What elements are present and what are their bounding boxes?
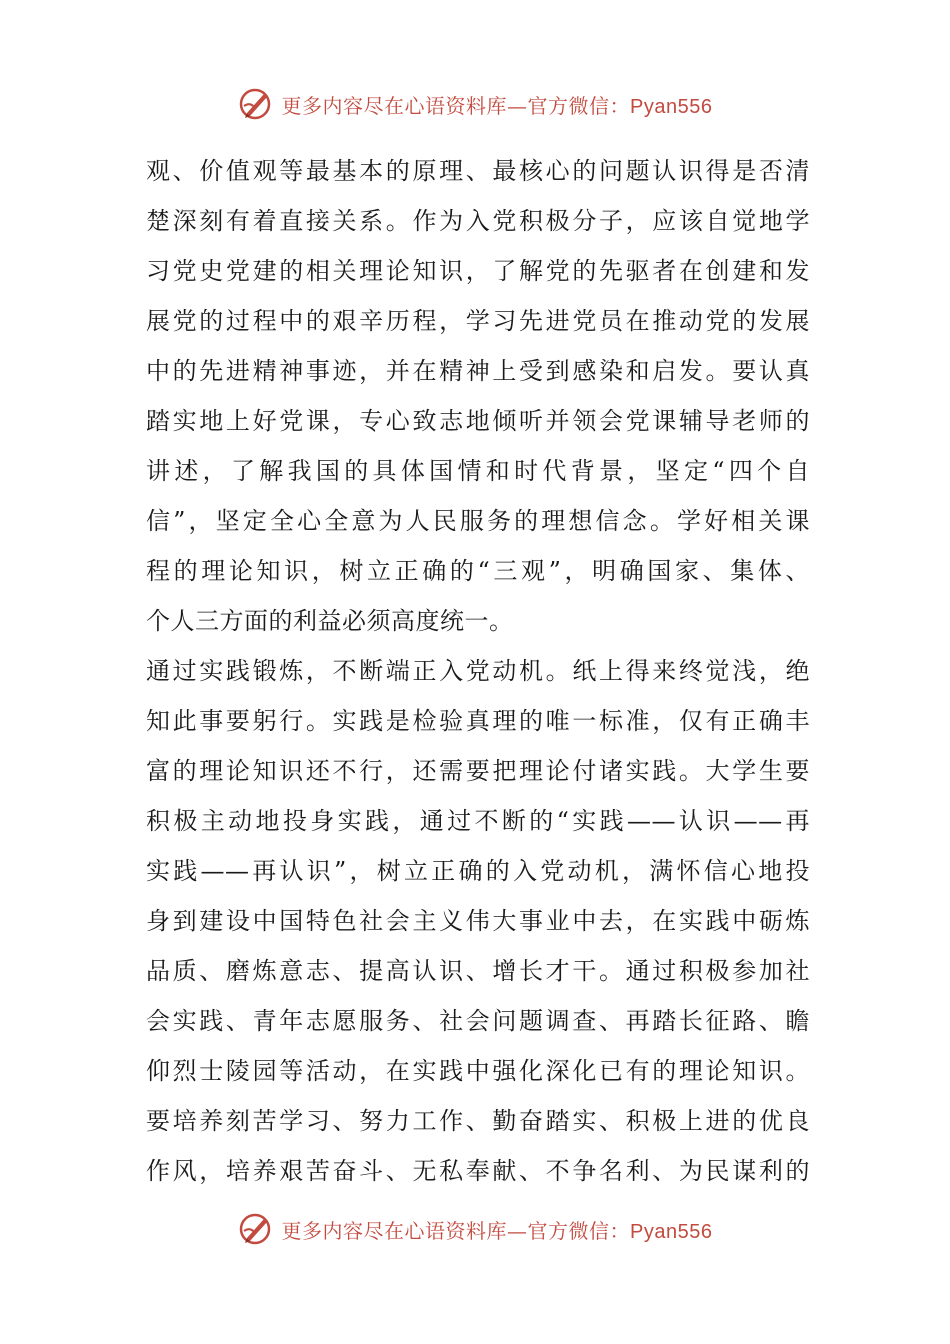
body-line: 要培养刻苦学习、努力工作、勤奋踏实、积极上进的优良 bbox=[146, 1107, 810, 1135]
body-line: 信”，坚定全心全意为人民服务的理想信念。学好相关课 bbox=[146, 507, 810, 535]
body-line: 楚深刻有着直接关系。作为入党积极分子，应该自觉地学 bbox=[146, 207, 810, 235]
footer-banner-wechat-id: Pyan556 bbox=[630, 1220, 713, 1243]
body-line: 中的先进精神事迹，并在精神上受到感染和启发。要认真 bbox=[146, 357, 810, 385]
body-line: 身到建设中国特色社会主义伟大事业中去，在实践中砺炼 bbox=[146, 907, 810, 935]
body-line: 会实践、青年志愿服务、社会问题调查、再踏长征路、瞻 bbox=[146, 1007, 810, 1035]
body-line: 踏实地上好党课，专心致志地倾听并领会党课辅导老师的 bbox=[146, 407, 810, 435]
body-line: 讲述，了解我国的具体国情和时代背景，坚定“四个自 bbox=[146, 457, 810, 485]
body-line: 仰烈士陵园等活动，在实践中强化深化已有的理论知识。 bbox=[146, 1057, 810, 1085]
body-line: 品质、磨炼意志、提高认识、增长才干。通过积极参加社 bbox=[146, 957, 810, 985]
header-banner-wechat-label: 官方微信： bbox=[527, 93, 631, 118]
footer-watermark-banner bbox=[0, 1209, 950, 1249]
body-line: 知此事要躬行。实践是检验真理的唯一标准，仅有正确丰 bbox=[146, 707, 810, 735]
pen-logo-icon bbox=[238, 86, 274, 122]
body-line: 积极主动地投身实践，通过不断的“实践——认识——再 bbox=[146, 807, 810, 835]
body-line: 个人三方面的利益必须高度统一。 bbox=[146, 607, 514, 635]
footer-banner-text bbox=[282, 1215, 713, 1244]
footer-banner-title: 更多内容尽在心语资料库— bbox=[281, 1218, 528, 1243]
body-line: 作风，培养艰苦奋斗、无私奉献、不争名利、为民谋利的 bbox=[146, 1157, 810, 1185]
pen-logo-icon bbox=[238, 1211, 274, 1247]
body-line: 观、价值观等最基本的原理、最核心的问题认识得是否清 bbox=[146, 157, 810, 185]
body-line: 富的理论知识还不行，还需要把理论付诸实践。大学生要 bbox=[146, 757, 810, 785]
body-line: 实践——再认识”，树立正确的入党动机，满怀信心地投 bbox=[146, 857, 810, 885]
document-body bbox=[146, 146, 810, 1196]
footer-banner-wechat-label: 官方微信： bbox=[527, 1218, 631, 1243]
body-line: 习党史党建的相关理论知识，了解党的先驱者在创建和发 bbox=[146, 257, 810, 285]
body-line: 程的理论知识，树立正确的“三观”，明确国家、集体、 bbox=[146, 557, 810, 585]
body-line: 展党的过程中的艰辛历程，学习先进党员在推动党的发展 bbox=[146, 307, 810, 335]
header-banner-title: 更多内容尽在心语资料库— bbox=[281, 93, 528, 118]
header-watermark-banner bbox=[0, 84, 950, 124]
body-line: 通过实践锻炼，不断端正入党动机。纸上得来终觉浅，绝 bbox=[146, 657, 810, 685]
header-banner-wechat-id: Pyan556 bbox=[630, 95, 713, 118]
header-banner-text bbox=[282, 90, 713, 119]
